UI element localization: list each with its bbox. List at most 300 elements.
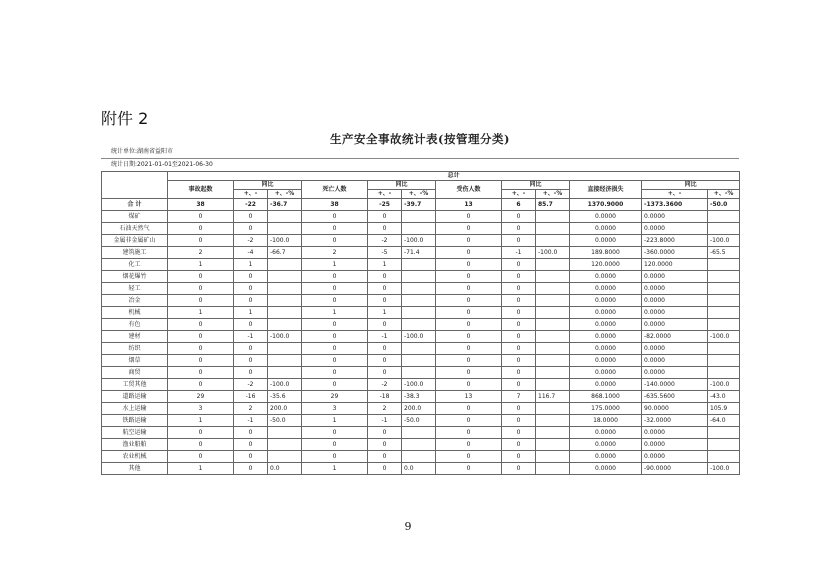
- value-cell: 120.0000: [570, 259, 642, 271]
- value-cell: 0: [302, 271, 368, 283]
- value-cell: 0.0000: [642, 283, 708, 295]
- value-cell: 0: [234, 451, 268, 463]
- value-cell: 0: [502, 235, 536, 247]
- value-cell: -43.0: [708, 391, 740, 403]
- value-cell: 0: [502, 367, 536, 379]
- value-cell: [402, 295, 436, 307]
- value-cell: 0.0000: [642, 367, 708, 379]
- value-cell: 0: [436, 379, 502, 391]
- value-cell: 0: [234, 295, 268, 307]
- value-cell: 1: [368, 259, 402, 271]
- value-cell: 120.0000: [642, 259, 708, 271]
- value-cell: -36.7: [268, 199, 302, 211]
- value-cell: [402, 451, 436, 463]
- value-cell: -100.0: [268, 331, 302, 343]
- value-cell: -50.0: [708, 199, 740, 211]
- value-cell: 0: [168, 379, 234, 391]
- category-cell: 铁路运输: [102, 415, 168, 427]
- category-cell: 有色: [102, 319, 168, 331]
- value-cell: [708, 211, 740, 223]
- value-cell: 0: [436, 307, 502, 319]
- value-cell: [708, 271, 740, 283]
- value-cell: 0: [168, 223, 234, 235]
- header-pct: +、-%: [708, 190, 740, 199]
- value-cell: -5: [368, 247, 402, 259]
- value-cell: [402, 427, 436, 439]
- value-cell: 0: [436, 235, 502, 247]
- header-yoy-accidents: 同比: [234, 181, 302, 190]
- value-cell: [402, 307, 436, 319]
- value-cell: 2: [168, 247, 234, 259]
- value-cell: -71.4: [402, 247, 436, 259]
- value-cell: -360.0000: [642, 247, 708, 259]
- value-cell: 0: [436, 439, 502, 451]
- table-row: [102, 367, 740, 379]
- value-cell: 90.0000: [642, 403, 708, 415]
- value-cell: [708, 295, 740, 307]
- category-cell: 建材: [102, 331, 168, 343]
- value-cell: 0: [436, 247, 502, 259]
- header-deaths: 死亡人数: [302, 181, 368, 199]
- value-cell: 116.7: [536, 391, 570, 403]
- value-cell: 0: [368, 343, 402, 355]
- value-cell: 1: [168, 415, 234, 427]
- table-row: [102, 247, 740, 259]
- value-cell: 0.0000: [642, 271, 708, 283]
- table-row: [102, 319, 740, 331]
- value-cell: [268, 283, 302, 295]
- value-cell: -1: [502, 247, 536, 259]
- value-cell: [536, 331, 570, 343]
- value-cell: 0: [502, 451, 536, 463]
- category-cell: 道路运输: [102, 391, 168, 403]
- value-cell: 0: [436, 331, 502, 343]
- value-cell: 38: [168, 199, 234, 211]
- value-cell: 0: [168, 343, 234, 355]
- value-cell: 0: [302, 295, 368, 307]
- table-row: [102, 451, 740, 463]
- value-cell: 1: [168, 259, 234, 271]
- value-cell: 0: [168, 439, 234, 451]
- category-cell: 纺织: [102, 343, 168, 355]
- header-diff: +、-: [642, 190, 708, 199]
- value-cell: -2: [234, 379, 268, 391]
- value-cell: 0: [502, 295, 536, 307]
- value-cell: -635.5600: [642, 391, 708, 403]
- value-cell: [708, 223, 740, 235]
- value-cell: 0: [502, 463, 536, 475]
- value-cell: 0: [502, 403, 536, 415]
- table-title: 生产安全事故统计表(按管理分类): [330, 132, 510, 146]
- value-cell: -2: [234, 235, 268, 247]
- value-cell: [268, 259, 302, 271]
- value-cell: 0: [436, 283, 502, 295]
- value-cell: [536, 355, 570, 367]
- value-cell: 0: [436, 355, 502, 367]
- header-row-main: [102, 181, 740, 190]
- value-cell: 0: [368, 211, 402, 223]
- value-cell: -18: [368, 391, 402, 403]
- value-cell: -64.0: [708, 415, 740, 427]
- value-cell: 0.0000: [570, 295, 642, 307]
- value-cell: 1: [302, 307, 368, 319]
- category-cell: 金属非金属矿山: [102, 235, 168, 247]
- table-row: [102, 283, 740, 295]
- value-cell: [402, 259, 436, 271]
- category-cell: 商贸: [102, 367, 168, 379]
- value-cell: 0: [436, 271, 502, 283]
- header-yoy-deaths: 同比: [368, 181, 436, 190]
- value-cell: 0.0000: [642, 451, 708, 463]
- value-cell: -2: [368, 235, 402, 247]
- value-cell: [708, 259, 740, 271]
- value-cell: [402, 355, 436, 367]
- value-cell: [536, 223, 570, 235]
- value-cell: [708, 343, 740, 355]
- value-cell: -1: [368, 415, 402, 427]
- value-cell: -140.0000: [642, 379, 708, 391]
- value-cell: 0: [168, 211, 234, 223]
- value-cell: 0.0000: [570, 331, 642, 343]
- category-cell: 其他: [102, 463, 168, 475]
- value-cell: 0: [436, 415, 502, 427]
- value-cell: 0: [368, 463, 402, 475]
- value-cell: -100.0: [268, 235, 302, 247]
- value-cell: 0: [168, 427, 234, 439]
- value-cell: 0: [502, 259, 536, 271]
- value-cell: [268, 439, 302, 451]
- total-row: [102, 199, 740, 211]
- value-cell: 0.0000: [570, 307, 642, 319]
- value-cell: 0: [368, 271, 402, 283]
- value-cell: 0: [436, 319, 502, 331]
- value-cell: 0: [302, 211, 368, 223]
- table-row: [102, 259, 740, 271]
- value-cell: 0: [502, 379, 536, 391]
- value-cell: 0: [168, 319, 234, 331]
- value-cell: 1: [302, 463, 368, 475]
- value-cell: [402, 343, 436, 355]
- value-cell: 0: [436, 403, 502, 415]
- value-cell: [708, 367, 740, 379]
- value-cell: [536, 439, 570, 451]
- value-cell: 0: [502, 211, 536, 223]
- value-cell: [708, 427, 740, 439]
- value-cell: 85.7: [536, 199, 570, 211]
- value-cell: [708, 307, 740, 319]
- value-cell: 0: [502, 223, 536, 235]
- value-cell: -100.0: [708, 379, 740, 391]
- category-cell: 工贸其他: [102, 379, 168, 391]
- category-cell: 石油天然气: [102, 223, 168, 235]
- value-cell: 0.0000: [642, 223, 708, 235]
- value-cell: 0: [368, 223, 402, 235]
- value-cell: 0.0000: [570, 343, 642, 355]
- table-row: [102, 307, 740, 319]
- category-cell: 农业机械: [102, 451, 168, 463]
- table-row: [102, 271, 740, 283]
- value-cell: 0: [502, 343, 536, 355]
- value-cell: 105.9: [708, 403, 740, 415]
- value-cell: 0: [168, 295, 234, 307]
- value-cell: 0: [302, 283, 368, 295]
- value-cell: 0: [502, 271, 536, 283]
- table-row: [102, 355, 740, 367]
- value-cell: 13: [436, 199, 502, 211]
- value-cell: -25: [368, 199, 402, 211]
- value-cell: [708, 451, 740, 463]
- value-cell: [536, 343, 570, 355]
- value-cell: 0.0000: [642, 427, 708, 439]
- table-row: [102, 235, 740, 247]
- value-cell: -22: [234, 199, 268, 211]
- value-cell: 0: [436, 211, 502, 223]
- value-cell: [708, 355, 740, 367]
- value-cell: 0: [234, 427, 268, 439]
- header-diff: +、-: [234, 190, 268, 199]
- value-cell: 0.0000: [642, 211, 708, 223]
- value-cell: 0: [502, 283, 536, 295]
- value-cell: 2: [368, 403, 402, 415]
- table-row: [102, 223, 740, 235]
- header-accidents: 事故起数: [168, 181, 234, 199]
- value-cell: 0: [502, 427, 536, 439]
- value-cell: 0: [302, 223, 368, 235]
- value-cell: 2: [234, 403, 268, 415]
- value-cell: [268, 295, 302, 307]
- value-cell: [536, 415, 570, 427]
- value-cell: [536, 463, 570, 475]
- category-cell: 轻工: [102, 283, 168, 295]
- value-cell: 0: [234, 439, 268, 451]
- value-cell: [268, 307, 302, 319]
- value-cell: 175.0000: [570, 403, 642, 415]
- value-cell: 0: [502, 439, 536, 451]
- value-cell: -1: [368, 331, 402, 343]
- value-cell: 7: [502, 391, 536, 403]
- value-cell: [536, 235, 570, 247]
- header-loss: 直接经济损失: [570, 181, 642, 199]
- value-cell: 0: [368, 451, 402, 463]
- value-cell: 0.0000: [570, 283, 642, 295]
- category-cell: 化工: [102, 259, 168, 271]
- header-row-group: [102, 172, 740, 181]
- value-cell: [536, 319, 570, 331]
- header-yoy-loss: 同比: [642, 181, 740, 190]
- value-cell: -100.0: [708, 331, 740, 343]
- category-cell: 合 计: [102, 199, 168, 211]
- value-cell: -100.0: [536, 247, 570, 259]
- header-diff: +、-: [502, 190, 536, 199]
- value-cell: 0: [436, 223, 502, 235]
- value-cell: 0: [368, 319, 402, 331]
- value-cell: 13: [436, 391, 502, 403]
- table-row: [102, 331, 740, 343]
- value-cell: 0: [436, 343, 502, 355]
- value-cell: 1: [302, 259, 368, 271]
- value-cell: 0.0000: [570, 235, 642, 247]
- value-cell: 0.0: [402, 463, 436, 475]
- table-row: [102, 343, 740, 355]
- value-cell: 3: [168, 403, 234, 415]
- value-cell: 0: [368, 355, 402, 367]
- value-cell: [536, 295, 570, 307]
- value-cell: 0: [302, 427, 368, 439]
- value-cell: 0.0000: [570, 439, 642, 451]
- value-cell: 0: [502, 415, 536, 427]
- value-cell: 0.0000: [642, 343, 708, 355]
- value-cell: 3: [302, 403, 368, 415]
- value-cell: -100.0: [402, 235, 436, 247]
- attachment-label: 附件 2: [101, 109, 149, 128]
- unit-line: 统计单位:湖南省益阳市: [101, 146, 739, 159]
- value-cell: 0: [502, 307, 536, 319]
- value-cell: 0.0000: [642, 307, 708, 319]
- value-cell: [402, 283, 436, 295]
- table-row: [102, 463, 740, 475]
- category-cell: 冶金: [102, 295, 168, 307]
- value-cell: -90.0000: [642, 463, 708, 475]
- header-total: 总计: [168, 172, 740, 181]
- value-cell: 0: [302, 367, 368, 379]
- value-cell: [268, 319, 302, 331]
- value-cell: -1: [234, 415, 268, 427]
- value-cell: 0: [168, 271, 234, 283]
- value-cell: 0: [168, 367, 234, 379]
- value-cell: 18.0000: [570, 415, 642, 427]
- value-cell: [268, 211, 302, 223]
- value-cell: -1: [234, 331, 268, 343]
- value-cell: [268, 343, 302, 355]
- value-cell: -100.0: [708, 463, 740, 475]
- value-cell: [402, 271, 436, 283]
- value-cell: [536, 283, 570, 295]
- table-row: [102, 403, 740, 415]
- value-cell: -16: [234, 391, 268, 403]
- value-cell: [708, 283, 740, 295]
- value-cell: 0: [234, 367, 268, 379]
- value-cell: 200.0: [402, 403, 436, 415]
- value-cell: 0: [234, 463, 268, 475]
- category-cell: 渔业船舶: [102, 439, 168, 451]
- value-cell: 0: [234, 211, 268, 223]
- value-cell: 0: [302, 451, 368, 463]
- value-cell: 0: [502, 331, 536, 343]
- table-row: [102, 427, 740, 439]
- value-cell: 0.0000: [570, 463, 642, 475]
- category-cell: 机械: [102, 307, 168, 319]
- value-cell: [536, 403, 570, 415]
- value-cell: 0: [168, 331, 234, 343]
- value-cell: 0.0: [268, 463, 302, 475]
- value-cell: 0.0000: [642, 355, 708, 367]
- value-cell: [268, 427, 302, 439]
- value-cell: 6: [502, 199, 536, 211]
- header-pct: +、-%: [402, 190, 436, 199]
- value-cell: 0: [234, 223, 268, 235]
- value-cell: -38.3: [402, 391, 436, 403]
- value-cell: 1: [234, 259, 268, 271]
- value-cell: 0: [168, 283, 234, 295]
- value-cell: -82.0000: [642, 331, 708, 343]
- value-cell: 1: [368, 307, 402, 319]
- value-cell: [536, 259, 570, 271]
- value-cell: 0: [234, 355, 268, 367]
- header-yoy-injuries: 同比: [502, 181, 570, 190]
- table-row: [102, 439, 740, 451]
- table-row: [102, 415, 740, 427]
- category-cell: 煤矿: [102, 211, 168, 223]
- category-cell: 水上运输: [102, 403, 168, 415]
- header-injuries: 受伤人数: [436, 181, 502, 199]
- value-cell: 0: [234, 271, 268, 283]
- value-cell: -100.0: [402, 331, 436, 343]
- value-cell: 0: [302, 379, 368, 391]
- value-cell: 0: [436, 367, 502, 379]
- value-cell: 1: [168, 307, 234, 319]
- value-cell: -4: [234, 247, 268, 259]
- value-cell: [402, 223, 436, 235]
- value-cell: -39.7: [402, 199, 436, 211]
- value-cell: 0.0000: [570, 319, 642, 331]
- value-cell: 0: [368, 427, 402, 439]
- value-cell: -2: [368, 379, 402, 391]
- value-cell: [268, 355, 302, 367]
- value-cell: [268, 223, 302, 235]
- value-cell: [268, 451, 302, 463]
- value-cell: 0: [234, 343, 268, 355]
- value-cell: 29: [168, 391, 234, 403]
- header-diff: +、-: [368, 190, 402, 199]
- value-cell: 200.0: [268, 403, 302, 415]
- value-cell: 0.0000: [570, 223, 642, 235]
- value-cell: 0.0000: [570, 367, 642, 379]
- value-cell: 0: [302, 355, 368, 367]
- value-cell: 0: [436, 259, 502, 271]
- value-cell: -35.6: [268, 391, 302, 403]
- value-cell: -66.7: [268, 247, 302, 259]
- value-cell: 1370.9000: [570, 199, 642, 211]
- value-cell: [708, 439, 740, 451]
- value-cell: [402, 439, 436, 451]
- value-cell: 0: [168, 355, 234, 367]
- value-cell: -223.8000: [642, 235, 708, 247]
- value-cell: 0: [436, 463, 502, 475]
- value-cell: [536, 451, 570, 463]
- value-cell: 0.0000: [570, 355, 642, 367]
- value-cell: 1: [168, 463, 234, 475]
- header-pct: +、-%: [536, 190, 570, 199]
- value-cell: 0.0000: [642, 439, 708, 451]
- value-cell: -100.0: [708, 235, 740, 247]
- value-cell: [402, 319, 436, 331]
- value-cell: 0: [302, 343, 368, 355]
- category-cell: 建筑施工: [102, 247, 168, 259]
- value-cell: -100.0: [268, 379, 302, 391]
- value-cell: [536, 367, 570, 379]
- value-cell: 0.0000: [570, 451, 642, 463]
- value-cell: -32.0000: [642, 415, 708, 427]
- value-cell: 0: [234, 319, 268, 331]
- category-cell: 烟草: [102, 355, 168, 367]
- value-cell: 0.0000: [642, 319, 708, 331]
- value-cell: 0: [368, 439, 402, 451]
- value-cell: 0: [302, 319, 368, 331]
- value-cell: 0: [502, 319, 536, 331]
- value-cell: [536, 211, 570, 223]
- value-cell: -1373.3600: [642, 199, 708, 211]
- table-row: [102, 295, 740, 307]
